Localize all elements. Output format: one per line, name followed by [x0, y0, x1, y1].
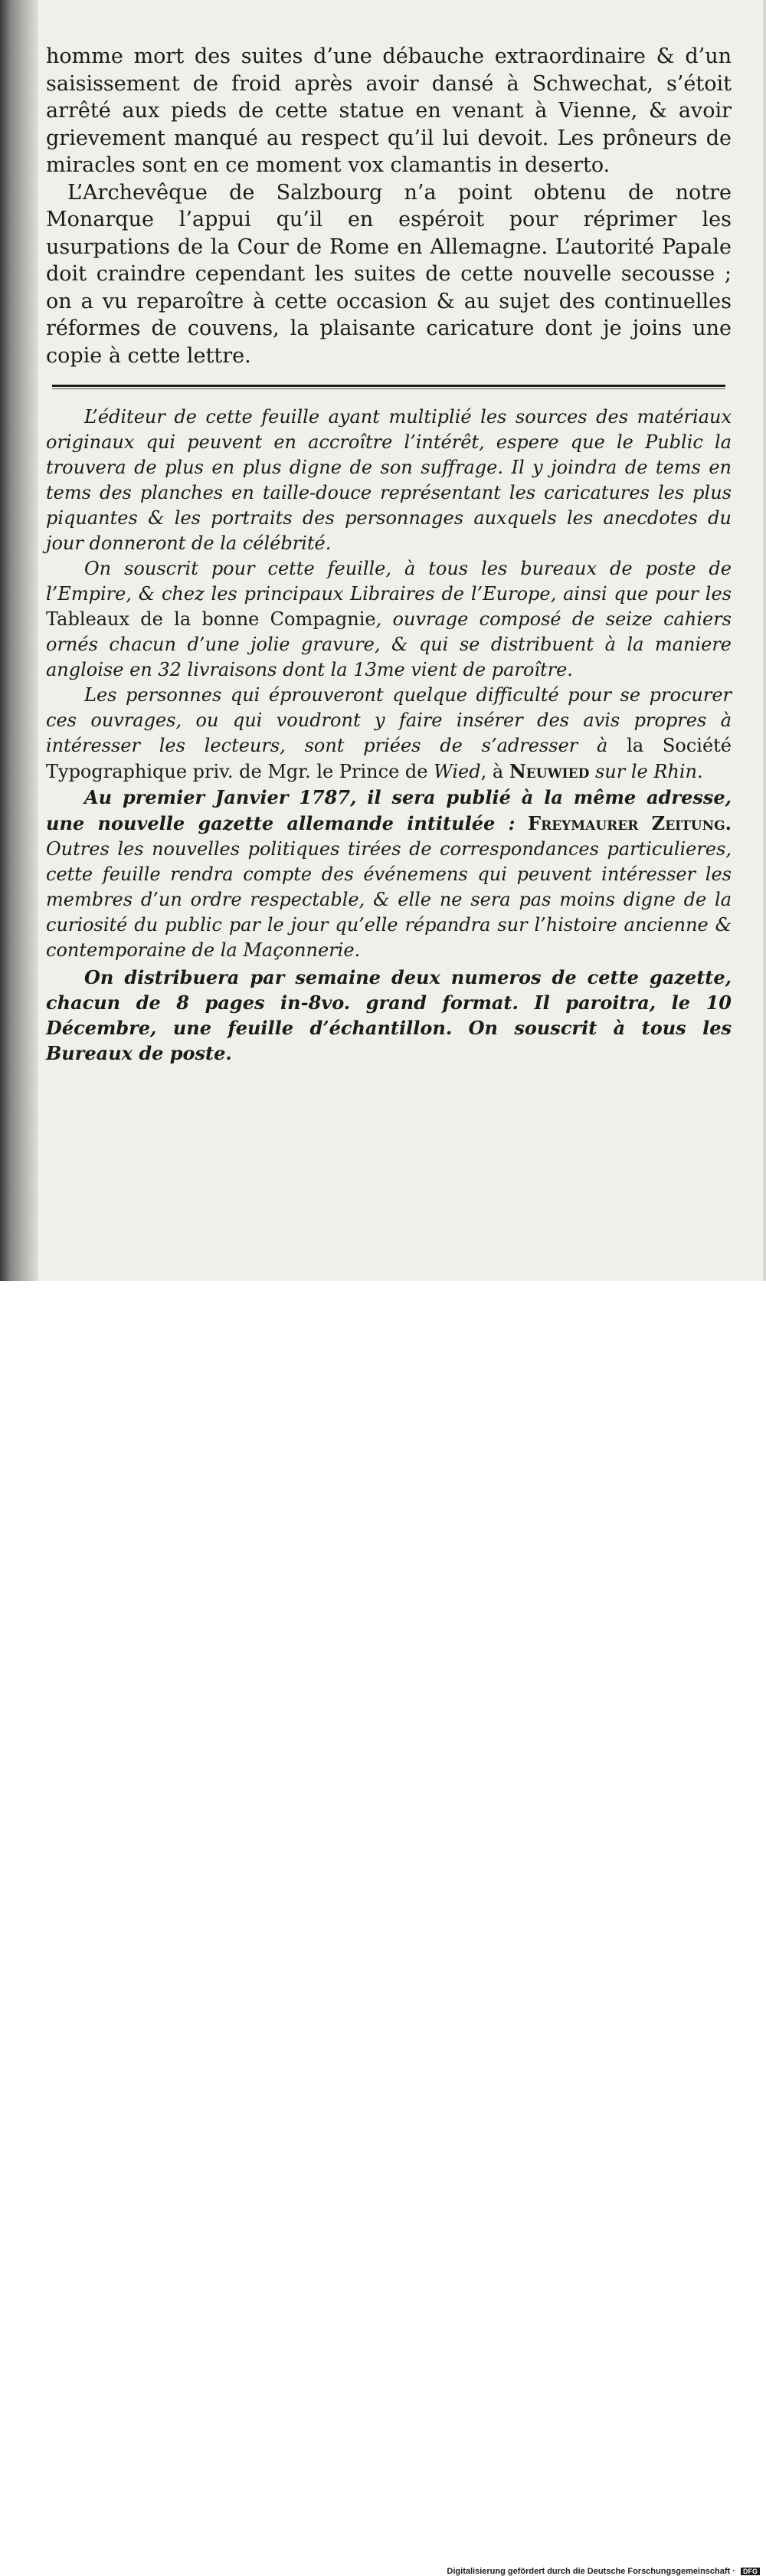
book-title: Tableaux de la bonne Compagnie [46, 608, 376, 630]
notice-paragraph-editor: L’éditeur de cette feuille ayant multiplié les sources des matériaux originaux qui peuvent en accroître l’intérêt, espere que le Public la trouvera de plus en plus digne de son suffrage. Il y joindra de tems en tems des planches en taille-douce représentant les caricatures les plus piquantes & les portraits des personnages auxquels les anecdotes du jour donneront de la célébrité. [46, 406, 732, 554]
gazette-title: Freymaurer Zeitung. [528, 812, 732, 834]
funding-credit: Digitalisierung gefördert durch die Deutsche Forschungsgemeinschaft · DFG [447, 2567, 760, 2576]
notice-paragraph-subscription: On souscrit pour cette feuille, à tous les bureaux de poste de l’Empire, & chez les principaux Libraires de l’Europe, ainsi que pour les Tableaux de la bonne Compagnie, ouvrage composé de seize cahiers ornés chacun d’une jolie gravure, & qui se distribuent à la maniere angloise en 32 livraisons dont la 13me vient de paroître. [46, 558, 732, 680]
notice-paragraph-distribution: On distribuera par semaine deux numeros de cette gazette, chacun de 8 pages in-8vo. grand format. Il paroitra, le 10 Décembre, une feuille d’échantillon. On souscrit à tous les Bureaux de poste. [46, 966, 732, 1064]
footer-strip [0, 1281, 766, 2576]
paragraph-salzbourg: L’Archevêque de Salzbourg n’a point obtenu de notre Monarque l’appui qu’il en espéroit pour réprimer les usurpations de la Cour de Rome en Allemagne. L’autorité Papale doit craindre cependant les suites de cette nouvelle secousse ; on a vu reparoître à cette occasion & au sujet des continuelles réformes de couvens, la plaisante caricature dont je joins une copie à cette lettre. [46, 180, 732, 368]
dfg-logo: DFG [741, 2568, 760, 2575]
publisher-name: la Société Typographique priv. de Mgr. le Prince de [46, 735, 732, 782]
section-divider [46, 385, 732, 391]
editor-notice [46, 405, 732, 1066]
page-content [46, 43, 732, 1066]
notice-paragraph-gazette: Au premier Janvier 1787, il sera publié à la même adresse, une nouvelle gazette allemande intitulée : Freymaurer Zeitung. Outres les nouvelles politiques tirées de correspondances particulieres, cette feuille rendra compte des événemens qui peuvent intéresser les membres d’un ordre respectable, & elle ne sera pas moins digne de la curiosité du public par le jour qu’elle répandra sur l’histoire ancienne & contemporaine de la Maçonnerie. [46, 786, 732, 961]
city-name: Neuwied [509, 760, 590, 782]
notice-paragraph-contact: Les personnes qui éprouveront quelque difficulté pour se procurer ces ouvrages, ou qui voudront y faire insérer des avis propres à intéresser les lecteurs, sont priées de s’adresser à la Société Typographique priv. de Mgr. le Prince de Wied, à Neuwied sur le Rhin. [46, 684, 732, 782]
binding-shadow [0, 0, 38, 1300]
page-edge [763, 0, 766, 1300]
paragraph-statue: homme mort des suites d’une débauche extraordinaire & d’un saisissement de froid après avoir dansé à Schwechat, s’étoit arrêté aux pieds de cette statue en venant à Vienne, & avoir grievement manqué au respect qu’il lui devoit. Les prôneurs de miracles sont en ce moment vox clamantis in deserto. [46, 44, 732, 177]
letter-text [46, 43, 732, 369]
